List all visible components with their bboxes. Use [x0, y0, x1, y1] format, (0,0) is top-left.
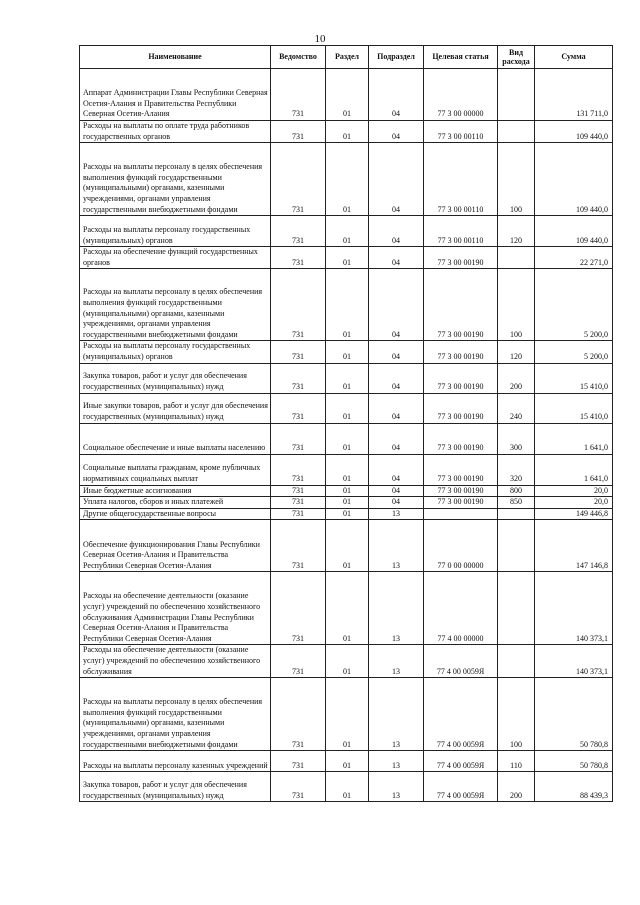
- table-header-row: [80, 46, 613, 69]
- table-row: [80, 520, 613, 572]
- row-target-article: 77 3 00 00190: [424, 454, 498, 485]
- row-target-article: 77 3 00 00190: [424, 485, 498, 497]
- row-vedomstvo: 731: [271, 269, 326, 341]
- row-expense-type: 800: [498, 485, 535, 497]
- row-name: Расходы на обеспечение деятельности (оказание услуг) учреждений по обеспечению хозяйственного обслуживания: [80, 645, 271, 678]
- row-podrazdel: 13: [369, 572, 424, 645]
- table-row: [80, 143, 613, 216]
- column-header-target-article: Целевая статья: [424, 46, 498, 69]
- row-vedomstvo: 731: [271, 645, 326, 678]
- row-target-article: 77 3 00 00110: [424, 143, 498, 216]
- row-name: Социальные выплаты гражданам, кроме публичных нормативных социальных выплат: [80, 454, 271, 485]
- row-name: Аппарат Администрации Главы Республики Северная Осетия-Алания и Правительства Республики Северная Осетия-Алания: [80, 69, 271, 121]
- row-target-article: 77 3 00 00190: [424, 269, 498, 341]
- row-podrazdel: 04: [369, 393, 424, 423]
- row-sum: 50 780,8: [535, 678, 613, 751]
- table-row: [80, 485, 613, 497]
- row-expense-type: 320: [498, 454, 535, 485]
- row-sum: 22 271,0: [535, 247, 613, 269]
- row-razdel: 01: [326, 572, 369, 645]
- row-target-article: 77 4 00 00000: [424, 572, 498, 645]
- row-name: Расходы на обеспечение функций государственных органов: [80, 247, 271, 269]
- row-podrazdel: 13: [369, 678, 424, 751]
- row-vedomstvo: 731: [271, 341, 326, 363]
- row-razdel: 01: [326, 772, 369, 802]
- row-vedomstvo: 731: [271, 520, 326, 572]
- row-expense-type: [498, 520, 535, 572]
- row-vedomstvo: 731: [271, 572, 326, 645]
- row-vedomstvo: 731: [271, 121, 326, 143]
- row-sum: 1 641,0: [535, 454, 613, 485]
- row-podrazdel: 04: [369, 69, 424, 121]
- table-row: [80, 772, 613, 802]
- row-razdel: 01: [326, 423, 369, 454]
- row-expense-type: 100: [498, 143, 535, 216]
- row-name: Расходы на выплаты персоналу казенных учреждений: [80, 751, 271, 772]
- budget-table: [79, 45, 613, 802]
- row-podrazdel: 04: [369, 121, 424, 143]
- table-row: [80, 341, 613, 363]
- row-vedomstvo: 731: [271, 69, 326, 121]
- row-sum: 50 780,8: [535, 751, 613, 772]
- row-name: Уплата налогов, сборов и иных платежей: [80, 497, 271, 509]
- row-podrazdel: 04: [369, 497, 424, 509]
- row-target-article: 77 4 00 0059Я: [424, 772, 498, 802]
- row-razdel: 01: [326, 363, 369, 393]
- row-expense-type: [498, 508, 535, 520]
- row-sum: 20,0: [535, 485, 613, 497]
- row-razdel: 01: [326, 497, 369, 509]
- row-razdel: 01: [326, 69, 369, 121]
- row-target-article: 77 3 00 00000: [424, 69, 498, 121]
- row-razdel: 01: [326, 393, 369, 423]
- row-vedomstvo: 731: [271, 772, 326, 802]
- row-sum: 88 439,3: [535, 772, 613, 802]
- row-sum: 5 200,0: [535, 341, 613, 363]
- row-name: Обеспечение функционирования Главы Республики Северная Осетия-Алания и Правительства Республики Северная Осетия-Алания: [80, 520, 271, 572]
- row-razdel: 01: [326, 121, 369, 143]
- row-expense-type: [498, 572, 535, 645]
- row-sum: 109 440,0: [535, 121, 613, 143]
- row-vedomstvo: 731: [271, 143, 326, 216]
- row-target-article: 77 3 00 00190: [424, 363, 498, 393]
- row-podrazdel: 04: [369, 341, 424, 363]
- row-podrazdel: 04: [369, 363, 424, 393]
- row-expense-type: 120: [498, 341, 535, 363]
- row-target-article: 77 4 00 0059Я: [424, 678, 498, 751]
- row-podrazdel: 04: [369, 247, 424, 269]
- row-vedomstvo: 731: [271, 454, 326, 485]
- row-razdel: 01: [326, 454, 369, 485]
- table-row: [80, 645, 613, 678]
- row-target-article: 77 3 00 00110: [424, 121, 498, 143]
- row-name: Расходы на выплаты персоналу в целях обеспечения выполнения функций государственными (муниципальными) органами, казенными учреждениями, органами управления государственными внебюджетными фондами: [80, 678, 271, 751]
- column-header-sum: Сумма: [535, 46, 613, 69]
- table-row: [80, 247, 613, 269]
- row-expense-type: 120: [498, 216, 535, 247]
- row-vedomstvo: 731: [271, 508, 326, 520]
- table-row: [80, 393, 613, 423]
- row-target-article: 77 3 00 00190: [424, 497, 498, 509]
- row-vedomstvo: 731: [271, 751, 326, 772]
- row-razdel: 01: [326, 751, 369, 772]
- row-razdel: 01: [326, 269, 369, 341]
- row-podrazdel: 04: [369, 269, 424, 341]
- row-name: Другие общегосударственные вопросы: [80, 508, 271, 520]
- row-target-article: 77 3 00 00190: [424, 341, 498, 363]
- table-row: [80, 751, 613, 772]
- table-row: [80, 216, 613, 247]
- table-row: [80, 497, 613, 509]
- row-name: Закупка товаров, работ и услуг для обеспечения государственных (муниципальных) нужд: [80, 363, 271, 393]
- row-sum: 1 641,0: [535, 423, 613, 454]
- row-name: Иные закупки товаров, работ и услуг для обеспечения государственных (муниципальных) нужд: [80, 393, 271, 423]
- row-expense-type: [498, 121, 535, 143]
- row-sum: 140 373,1: [535, 572, 613, 645]
- row-expense-type: 200: [498, 363, 535, 393]
- row-name: Расходы на выплаты персоналу государственных (муниципальных) органов: [80, 341, 271, 363]
- row-podrazdel: 04: [369, 485, 424, 497]
- row-name: Закупка товаров, работ и услуг для обеспечения государственных (муниципальных) нужд: [80, 772, 271, 802]
- row-expense-type: 110: [498, 751, 535, 772]
- row-expense-type: 240: [498, 393, 535, 423]
- row-target-article: [424, 508, 498, 520]
- row-name: Расходы на выплаты персоналу государственных (муниципальных) органов: [80, 216, 271, 247]
- column-header-expense-type: Вид расхода: [498, 46, 535, 69]
- row-sum: 20,0: [535, 497, 613, 509]
- table-row: [80, 678, 613, 751]
- row-expense-type: 300: [498, 423, 535, 454]
- row-expense-type: 200: [498, 772, 535, 802]
- row-target-article: 77 3 00 00190: [424, 247, 498, 269]
- table-row: [80, 69, 613, 121]
- row-podrazdel: 04: [369, 216, 424, 247]
- column-header-name: Наименование: [80, 46, 271, 69]
- row-podrazdel: 13: [369, 520, 424, 572]
- row-podrazdel: 13: [369, 645, 424, 678]
- row-razdel: 01: [326, 143, 369, 216]
- row-target-article: 77 0 00 00000: [424, 520, 498, 572]
- row-podrazdel: 04: [369, 454, 424, 485]
- row-name: Иные бюджетные ассигнования: [80, 485, 271, 497]
- table-row: [80, 269, 613, 341]
- row-target-article: 77 3 00 00190: [424, 393, 498, 423]
- row-razdel: 01: [326, 520, 369, 572]
- row-name: Расходы на выплаты по оплате труда работников государственных органов: [80, 121, 271, 143]
- row-sum: 147 146,8: [535, 520, 613, 572]
- row-expense-type: [498, 247, 535, 269]
- row-expense-type: [498, 69, 535, 121]
- row-vedomstvo: 731: [271, 393, 326, 423]
- row-expense-type: [498, 645, 535, 678]
- row-expense-type: 850: [498, 497, 535, 509]
- row-sum: 131 711,0: [535, 69, 613, 121]
- row-vedomstvo: 731: [271, 423, 326, 454]
- row-razdel: 01: [326, 341, 369, 363]
- table-row: [80, 363, 613, 393]
- row-razdel: 01: [326, 678, 369, 751]
- row-podrazdel: 13: [369, 508, 424, 520]
- row-podrazdel: 04: [369, 143, 424, 216]
- column-header-vedomstvo: Ведомство: [271, 46, 326, 69]
- row-target-article: 77 3 00 00110: [424, 216, 498, 247]
- table-row: [80, 572, 613, 645]
- table-row: [80, 423, 613, 454]
- row-target-article: 77 4 00 0059Я: [424, 751, 498, 772]
- table-row: [80, 121, 613, 143]
- row-razdel: 01: [326, 645, 369, 678]
- row-sum: 149 446,8: [535, 508, 613, 520]
- row-expense-type: 100: [498, 269, 535, 341]
- row-target-article: 77 4 00 0059Я: [424, 645, 498, 678]
- row-vedomstvo: 731: [271, 497, 326, 509]
- row-vedomstvo: 731: [271, 363, 326, 393]
- table-row: [80, 508, 613, 520]
- column-header-podrazdel: Подраздел: [369, 46, 424, 69]
- row-target-article: 77 3 00 00190: [424, 423, 498, 454]
- row-name: Расходы на обеспечение деятельности (оказание услуг) учреждений по обеспечению хозяйственного обслуживания Администрации Главы Республики Северная Осетия-Алания и Правительства Республики Северная Осетия-Алания: [80, 572, 271, 645]
- row-razdel: 01: [326, 247, 369, 269]
- row-name: Расходы на выплаты персоналу в целях обеспечения выполнения функций государственными (муниципальными) органами, казенными учреждениями, органами управления государственными внебюджетными фондами: [80, 269, 271, 341]
- row-sum: 109 440,0: [535, 216, 613, 247]
- table-row: [80, 454, 613, 485]
- row-sum: 109 440,0: [535, 143, 613, 216]
- row-vedomstvo: 731: [271, 678, 326, 751]
- row-podrazdel: 13: [369, 751, 424, 772]
- row-razdel: 01: [326, 508, 369, 520]
- row-razdel: 01: [326, 216, 369, 247]
- column-header-razdel: Раздел: [326, 46, 369, 69]
- row-vedomstvo: 731: [271, 216, 326, 247]
- row-sum: 15 410,0: [535, 393, 613, 423]
- page-number: 10: [314, 33, 326, 45]
- row-sum: 5 200,0: [535, 269, 613, 341]
- row-vedomstvo: 731: [271, 247, 326, 269]
- row-expense-type: 100: [498, 678, 535, 751]
- row-vedomstvo: 731: [271, 485, 326, 497]
- row-name: Социальное обеспечение и иные выплаты населению: [80, 423, 271, 454]
- row-podrazdel: 13: [369, 772, 424, 802]
- row-podrazdel: 04: [369, 423, 424, 454]
- row-name: Расходы на выплаты персоналу в целях обеспечения выполнения функций государственными (муниципальными) органами, казенными учреждениями, органами управления государственными внебюджетными фондами: [80, 143, 271, 216]
- row-sum: 140 373,1: [535, 645, 613, 678]
- row-razdel: 01: [326, 485, 369, 497]
- row-sum: 15 410,0: [535, 363, 613, 393]
